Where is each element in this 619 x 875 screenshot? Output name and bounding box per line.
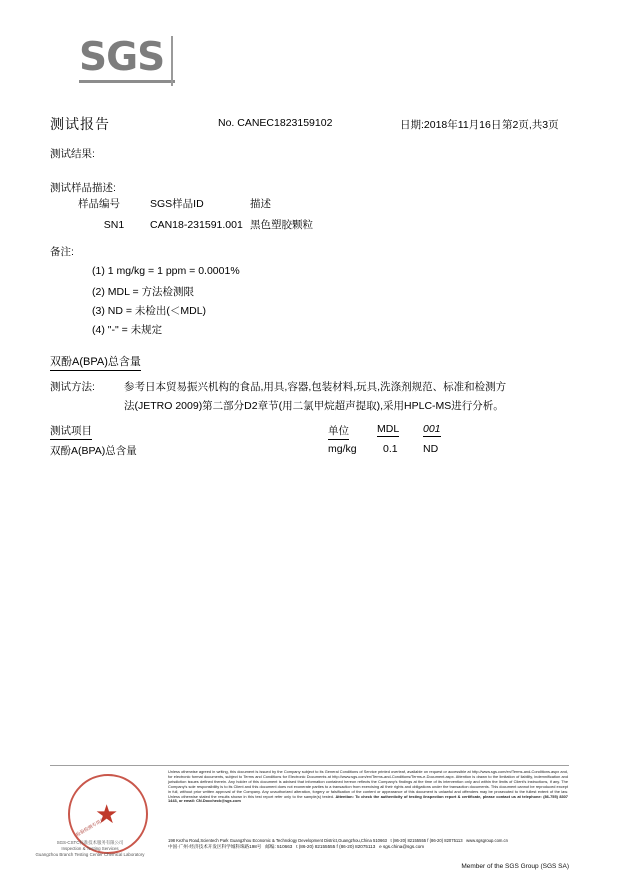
- address-chinese-mail: e sgs.china@sgs.com: [379, 844, 425, 849]
- sample-description-table: [78, 196, 370, 232]
- table-row: [50, 443, 522, 459]
- seal-caption-line-2: Inspection & Testing Services: [61, 846, 119, 851]
- cell-sgs-id: CAN18-231591.001: [150, 218, 243, 231]
- report-date: 日期:2018年11月16日: [400, 119, 502, 131]
- footer-address: [168, 838, 568, 850]
- cell-test-item: 双酚A(BPA)总含量: [50, 445, 137, 457]
- remark-item-3: (3) ND = 未检出(＜MDL): [92, 305, 207, 317]
- remark-item-1: (1) 1 mg/kg = 1 ppm = 0.0001%: [92, 265, 240, 277]
- cell-unit: mg/kg: [328, 443, 357, 455]
- seal-caption-line-1: SGS-CSTC标准技术服务有限公司: [56, 840, 124, 845]
- results-table-header: [50, 423, 522, 439]
- legal-disclaimer: [168, 770, 568, 804]
- results-table: [50, 423, 522, 459]
- address-english-tel: t (86-20) 82155555 f (86-20) 82075113: [390, 838, 463, 843]
- test-method-line-2: 法(JETRO 2009)第二部分D2章节(用二氯甲烷超声提取),采用HPLC-MS进行分析。: [124, 400, 504, 412]
- cell-description: 黑色塑胶颗粒: [250, 219, 313, 231]
- column-header-unit: 单位: [328, 423, 349, 440]
- column-header-test-item: 测试项目: [50, 423, 92, 440]
- section-heading-bpa: 双酚A(BPA)总含量: [50, 353, 141, 371]
- address-chinese-tel: t (86-20) 82155555 f (86-20) 82075113: [296, 844, 376, 849]
- logo-vertical-bar: [171, 36, 173, 86]
- test-method-label: 测试方法:: [50, 381, 95, 393]
- address-english: 198 Kezhu Road,Scientech Park Guangzhou Economic & Technology Development District,Guangzhou,China 510663: [168, 838, 387, 843]
- results-label: 测试结果:: [50, 148, 95, 160]
- remark-item-4: (4) "-" = 未规定: [92, 324, 163, 336]
- member-of-sgs-group: Member of the SGS Group (SGS SA): [461, 863, 569, 870]
- column-header-sample-001: 001: [423, 423, 441, 435]
- seal-caption-line-3: Guangzhou Branch Testing Center Chemical Laboratory: [35, 852, 145, 857]
- report-number: No. CANEC1823159102: [218, 117, 333, 129]
- cell-mdl: 0.1: [383, 443, 398, 455]
- page-title: 测试报告: [50, 116, 110, 132]
- seal-text-1: 检验检测专用章: [75, 816, 106, 838]
- remark-item-2: (2) MDL = 方法检测限: [92, 286, 194, 298]
- footer-divider: [50, 765, 569, 766]
- sample-description-label: 测试样品描述:: [50, 182, 116, 194]
- column-header-mdl: MDL: [377, 423, 400, 435]
- address-chinese-zip: 邮编: 510663: [265, 844, 293, 849]
- page-indicator: 第2页,共3页: [502, 119, 559, 131]
- legal-attention-text: Attention: To check the authenticity of testing /inspection report & certificate, please contact us at telephone: (86-755) 8307 1443, or email: CN.Doccheck@sgs.com: [168, 793, 568, 804]
- logo-underline: [79, 80, 175, 83]
- sgs-logo-text: SGS: [79, 35, 165, 80]
- address-chinese-row: [168, 844, 568, 850]
- seal-caption: [20, 840, 160, 858]
- legal-body-text: Unless otherwise agreed in writing, this document is issued by the Company subject to its General Conditions of Service printed overleaf, available on request or accessible at http://www.sgs.com/en/Terms-and-Conditions.aspx and, for electronic format documents, subject to Terms and Conditions for Electronic Documents at http://www.sgs.com/en/Terms-and-Conditions/Terms-e-Document.aspx. Attention is drawn to the limitation of liability, indemnification and jurisdiction issues defined therein. Any holder of this document is advised that information contained hereon reflects the Company's findings at the time of its intervention only and within the limits of Client's instructions, if any. The Company's sole responsibility is to its Client and this document does not exonerate parties to a transaction from exercising all their rights and obligations under the transaction documents. This document cannot be reproduced except in full, without prior written approval of the Company. Any unauthorized alteration, forgery or falsification of the content or appearance of this document is unlawful and offenders may be prosecuted to the fullest extent of the law. Unless otherwise stated the results shown in this test report refer only to the sample(s) tested.: [168, 769, 568, 799]
- column-header-sample-no: 样品编号: [78, 198, 120, 210]
- column-header-sgs-id: SGS样品ID: [150, 198, 204, 210]
- cell-sample-no: SN1: [103, 218, 125, 231]
- address-chinese: 中国·广州·经济技术开发区科学城科珠路198号: [168, 844, 262, 849]
- table-row: [78, 217, 370, 232]
- test-method-line-1: 参考日本贸易振兴机构的食品,用具,容器,包装材料,玩具,洗涤剂规范、标准和检测方: [124, 381, 507, 393]
- column-header-description: 描述: [250, 198, 271, 210]
- address-english-web: www.sgsgroup.com.cn: [466, 838, 508, 843]
- seal-star-icon: ★: [95, 799, 119, 829]
- table-header-row: [78, 196, 370, 217]
- remark-label: 备注:: [50, 246, 74, 258]
- sgs-logo: [79, 35, 183, 83]
- cell-result-001: ND: [423, 443, 439, 455]
